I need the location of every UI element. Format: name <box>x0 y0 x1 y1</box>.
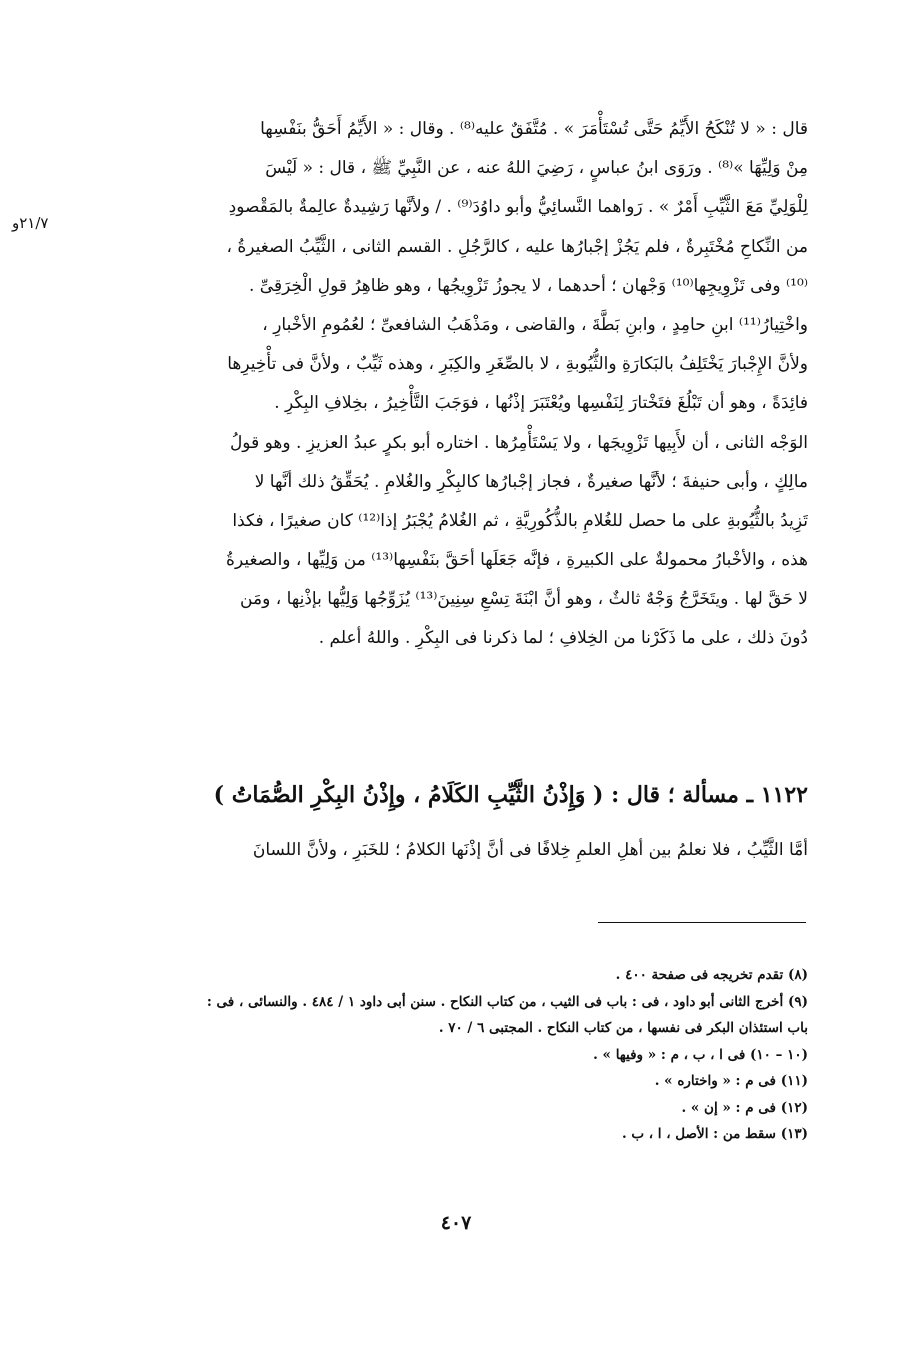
footnote: (١١) فى م : « واختاره » . <box>654 1073 808 1089</box>
footnote: (٩) أخرج الثانى أبو داود ، فى : باب فى الثيب ، من كتاب النكاح . سنن أبى داود ١ / ٤٨٤ . والنسائى ، فى : <box>206 993 808 1010</box>
body-line: ولأنَّ الإِجْبارَ يَخْتَلِفُ بالبَكارَةِ والثُّيُوبةِ ، لا بالصِّغَرِ والكِبَرِ ، وهذه ثَيِّبٌ ، ولأنَّ فى تأْخِيرِها <box>227 354 808 375</box>
section-heading: ١١٢٢ ـ مسألة ؛ قال : ( وَإِذْنُ الثَّيِّبِ الكَلَامُ ، وإِذْنُ البِكْرِ الصُّمَاتُ ) <box>213 782 808 808</box>
footnote: (١٢) فى م : « إن » . <box>681 1099 808 1116</box>
footnotes <box>138 962 808 1148</box>
page-number: ٤٠٧ <box>440 1212 472 1234</box>
body-line: فائِدَةً ، وهو أن تَبْلُغَ فتَخْتارَ لِنَفْسِها ويُعْتَبَرَ إذْنُها ، فوَجَبَ التَّأْخِيرُ ، بخِلافِ البِكْرِ . <box>274 393 808 414</box>
body-line: مالِكٍ ، وأبى حنيفةَ ؛ لأنَّها صغيرةٌ ، فجاز إجْبارُها كالبِكْرِ والغُلامِ . يُحَقِّقُ ذلك أنَّها لا <box>254 471 808 492</box>
footnote: (١٠ – ١٠) فى ا ، ب ، م : « وفيها » . <box>593 1046 808 1063</box>
footnote: باب استئذان البكر فى نفسها ، من كتاب النكاح . المجتبى ٦ / ٧٠ . <box>438 1020 808 1036</box>
main-body-text <box>138 110 808 659</box>
body-line: واخْتِيارُ⁽¹¹⁾ ابنِ حامِدٍ ، وابنِ بَطَّةَ ، والقاضى ، ومَذْهَبُ الشافعىِّ ؛ لعُمُومِ الأخْبارِ ، <box>262 314 808 335</box>
body-line: قال : « لا تُنْكَحُ الأَيِّمُ حَتَّى تُسْتَأْمَرَ » . مُتَّفَقٌ عليه⁽⁸⁾ . وقال : « الأَيِّمُ أَحَقُّ بنَفْسِها <box>260 119 808 139</box>
body-line: مِنْ وَلِيِّهَا »⁽⁸⁾ . ورَوَى ابنُ عباسٍ ، رَضِيَ اللهُ عنه ، عن النَّبِيِّ ﷺ ، قال : « لَيْسَ <box>265 158 808 179</box>
body-paragraph: أمَّا الثَّيِّبُ ، فلا نعلمُ بين أهلِ العلمِ خِلافًا فى أنَّ إذْنَها الكلامُ ؛ للخَبَرِ ، ولأنَّ اللسانَ <box>252 840 808 860</box>
body-line: هذه ، والأخْبارُ محمولةٌ على الكبيرةِ ، فإنَّه جَعَلَها أحَقَّ بنَفْسِها⁽¹³⁾ من وَلِيِّها ، والصغيرةُ <box>226 550 808 571</box>
body-line: لِلْوَلِيِّ مَعَ الثَّيِّبِ أَمْرٌ » . رَواهما النَّسائِيُّ وأبو داوُدَ⁽⁹⁾ . / ولأنَّها رَشِيدةٌ عالِمةٌ بالمَقْصودِ <box>228 197 808 218</box>
footnote: (٨) تقدم تخريجه فى صفحة ٤٠٠ . <box>615 967 808 983</box>
body-line: تَزِيدُ بالثُّيُوبةِ على ما حصل للغُلامِ بالذُّكُورِيَّةِ ، ثم الغُلامُ يُجْبَرُ إذا⁽¹²⁾ كان صغيرًا ، فكذا <box>232 510 808 531</box>
body-line: من النِّكاحِ مُخْتَبِرةٌ ، فلم يَجُزْ إجْبارُها عليه ، كالرَّجُلِ . القسم الثانى ، الثَّيِّبُ الصغيرةُ ، <box>226 236 808 257</box>
margin-folio-note: ٢١/٧و <box>12 214 49 232</box>
body-line: ⁽¹⁰⁾ وفى تَزْوِيجِها⁽¹⁰⁾ وَجْهان ؛ أحدهما ، لا يجوزُ تَزْوِيجُها ، وهو ظاهِرُ قولِ الْخِرَقِىِّ . <box>249 275 808 296</box>
body-line: لا حَقَّ لها . ويتَخَرَّجُ وَجْهٌ ثالثٌ ، وهو أنَّ ابْنَةَ تِسْعِ سِنِينَ⁽¹³⁾ يُزَوِّجُها وَلِيُّها بإذْنِها ، ومَن <box>240 589 808 610</box>
body-line: الوَجْه الثانى ، أن لأَبِيها تَزْوِيجَها ، ولا يَسْتَأْمِرُها . اختاره أبو بكرٍ عبدُ العزيزِ . وهو قولُ <box>229 432 808 453</box>
footnote-divider <box>598 922 806 923</box>
footnote: (١٣) سقط من : الأصل ، ا ، ب . <box>621 1126 808 1142</box>
body-line: دُونَ ذلك ، على ما ذَكَرْنا من الخِلافِ ؛ لما ذكرنا فى البِكْرِ . واللهُ أعلم . <box>318 628 808 649</box>
